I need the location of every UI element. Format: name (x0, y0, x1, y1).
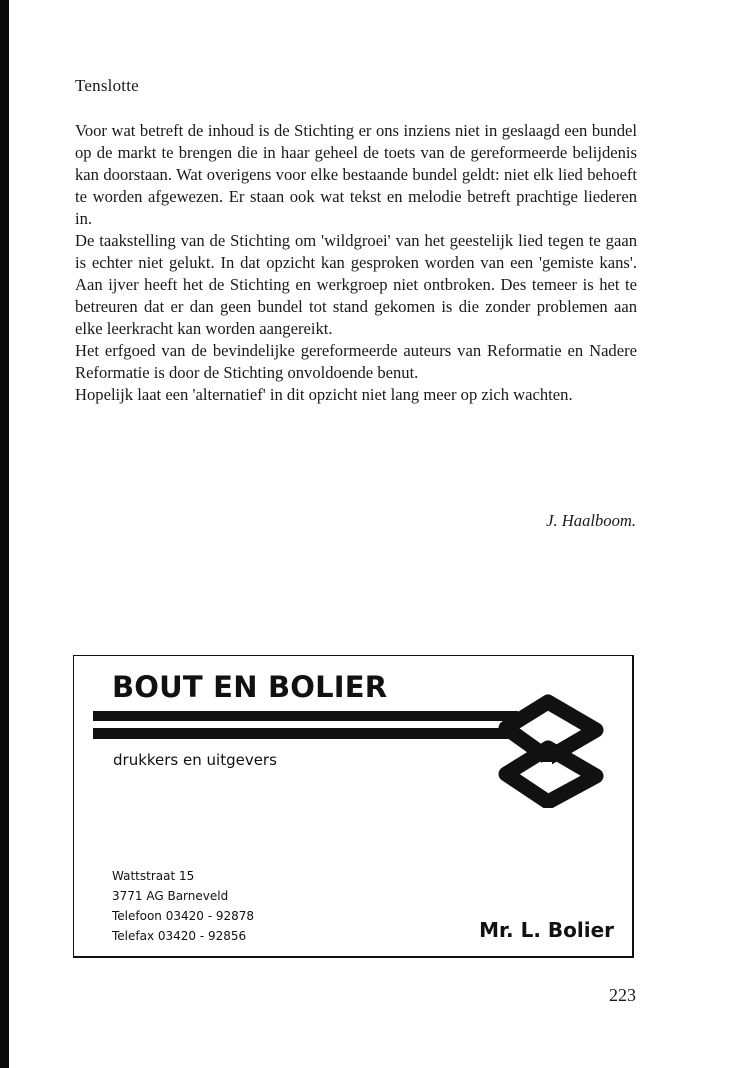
page-spine-edge (0, 0, 9, 1068)
logo-bar-top (93, 711, 518, 721)
address-street: Wattstraat 15 (112, 869, 195, 883)
address-phone: Telefoon 03420 - 92878 (112, 909, 255, 923)
paragraph-4: Hopelijk laat een 'alternatief' in dit opzicht niet lang meer op zich wachten. (75, 385, 573, 404)
paragraph-2: De taakstelling van de Stichting om 'wildgroei' van het geestelijk lied tegen te gaan is echter niet gelukt. In dat opzicht kan gesproken worden van een 'gemiste kans'. Aan ijver heeft het de Stichting en werkgroep niet ontbroken. Des temeer is het te betreuren dat er dan geen bundel tot stand gekomen is die zonder problemen aan elke leerkracht kan worden aangereikt. (75, 231, 637, 338)
company-tagline: drukkers en uitgevers (113, 751, 277, 769)
company-address (112, 866, 254, 946)
section-heading: Tenslotte (75, 76, 139, 95)
page-number: 223 (609, 985, 636, 1005)
address-fax: Telefax 03420 - 92856 (112, 929, 247, 943)
advertisement-box (73, 655, 634, 958)
paragraph-3: Het erfgoed van de bevindelijke gereformeerde auteurs van Reformatie en Nadere Reformatie is door de Stichting onvoldoende benut. (75, 341, 637, 382)
author-signature: J. Haalboom. (546, 511, 636, 530)
company-name: BOUT EN BOLIER (112, 670, 388, 704)
logo-bar-bottom (93, 728, 518, 739)
article-body (75, 120, 637, 406)
contact-name: Mr. L. Bolier (479, 918, 614, 942)
paragraph-1: Voor wat betreft de inhoud is de Stichting er ons inziens niet in geslaagd een bundel op de markt te brengen die in haar geheel de toets van de gereformeerde belijdenis kan doorstaan. Wat overigens voor elke bestaande bundel geldt: niet elk lied behoeft te worden afgewezen. Er staan ook wat tekst en melodie betreft prachtige liederen in. (75, 121, 637, 228)
address-city: 3771 AG Barneveld (112, 889, 229, 903)
bout-en-bolier-logo-icon (486, 678, 616, 808)
